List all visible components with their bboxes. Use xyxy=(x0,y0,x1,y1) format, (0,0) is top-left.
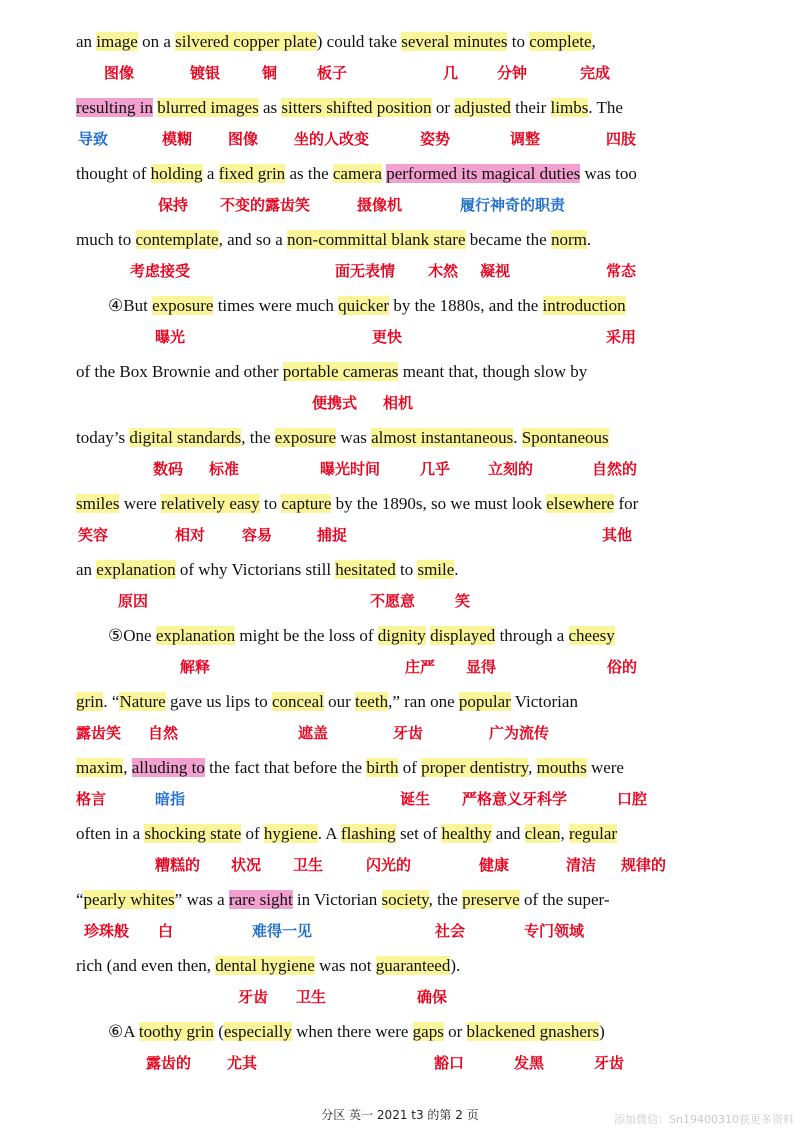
text-run: . xyxy=(454,560,459,579)
text-line xyxy=(76,98,623,118)
gloss-annotation: 广为流传 xyxy=(489,724,550,742)
gloss-annotation: 几乎 xyxy=(420,460,451,478)
gloss-annotation: 面无表情 xyxy=(335,262,396,280)
watermark: 添加微信：Sn19400310获更多资料 xyxy=(614,1113,794,1126)
text-run: our xyxy=(323,692,356,711)
highlighted-phrase: smile xyxy=(417,560,455,579)
text-run: were xyxy=(119,494,161,513)
text-run: ) xyxy=(599,1022,605,1041)
gloss-annotation: 履行神奇的职责 xyxy=(460,196,566,214)
highlighted-phrase: society xyxy=(381,890,429,909)
gloss-annotation: 露齿的 xyxy=(146,1054,192,1072)
text-line xyxy=(76,494,638,514)
text-run: , and so a xyxy=(218,230,288,249)
highlighted-phrase: complete xyxy=(529,32,592,51)
gloss-annotation: 发黑 xyxy=(514,1054,545,1072)
gloss-annotation: 状况 xyxy=(231,856,262,874)
text-line xyxy=(76,428,609,448)
gloss-annotation: 坐的人改变 xyxy=(294,130,370,148)
gloss-annotation: 采用 xyxy=(606,328,637,346)
text-run: . The xyxy=(588,98,623,117)
text-run: an xyxy=(76,32,97,51)
gloss-annotation: 曝光 xyxy=(155,328,186,346)
gloss-annotation: 健康 xyxy=(479,856,510,874)
gloss-annotation: 严格意义牙科学 xyxy=(462,790,568,808)
text-run: much to xyxy=(76,230,136,249)
text-run: became the xyxy=(465,230,551,249)
gloss-annotation: 图像 xyxy=(228,130,259,148)
text-run: set of xyxy=(395,824,442,843)
gloss-annotation: 模糊 xyxy=(162,130,193,148)
text-run: their xyxy=(510,98,551,117)
gloss-annotation: 庄严 xyxy=(405,658,436,676)
gloss-annotation: 糟糕的 xyxy=(155,856,201,874)
gloss-annotation: 笑 xyxy=(455,592,471,610)
text-run: , the xyxy=(428,890,463,909)
gloss-annotation: 卫生 xyxy=(293,856,324,874)
text-run: rich (and even then, xyxy=(76,956,216,975)
gloss-annotation: 常态 xyxy=(606,262,637,280)
gloss-annotation: 牙齿 xyxy=(393,724,424,742)
highlighted-phrase: birth xyxy=(366,758,399,777)
text-run: ” was a xyxy=(174,890,229,909)
gloss-annotation: 分钟 xyxy=(497,64,528,82)
gloss-annotation: 四肢 xyxy=(606,130,637,148)
text-line xyxy=(76,560,459,580)
text-run: meant that, though slow by xyxy=(398,362,588,381)
highlighted-phrase: dental hygiene xyxy=(215,956,315,975)
highlighted-phrase: silvered copper plate xyxy=(175,32,317,51)
text-run: ) could take xyxy=(316,32,402,51)
gloss-annotation: 笑容 xyxy=(78,526,109,544)
text-run: Victorian xyxy=(510,692,578,711)
gloss-annotation: 格言 xyxy=(76,790,107,808)
gloss-annotation: 尤其 xyxy=(227,1054,258,1072)
gloss-annotation: 镀银 xyxy=(190,64,221,82)
gloss-annotation: 容易 xyxy=(242,526,273,544)
highlighted-phrase: pearly whites xyxy=(83,890,175,909)
highlighted-phrase: sitters shifted position xyxy=(281,98,432,117)
gloss-annotation: 调整 xyxy=(510,130,541,148)
highlighted-phrase: Nature xyxy=(119,692,166,711)
highlighted-phrase: camera xyxy=(332,164,382,183)
text-run: , xyxy=(560,824,569,843)
text-line xyxy=(76,890,610,910)
text-line xyxy=(76,692,578,712)
page-footer: 分区 英一 2021 t3 的第 2 页 xyxy=(321,1108,479,1122)
text-run: , the xyxy=(241,428,275,447)
highlighted-phrase: grin xyxy=(76,692,104,711)
gloss-annotation: 自然 xyxy=(148,724,179,742)
text-line xyxy=(76,164,637,184)
gloss-annotation: 相对 xyxy=(175,526,206,544)
text-run: was not xyxy=(314,956,376,975)
text-run: was xyxy=(336,428,372,447)
highlighted-phrase: teeth xyxy=(355,692,389,711)
gloss-annotation: 不愿意 xyxy=(370,592,416,610)
highlighted-phrase: explanation xyxy=(155,626,236,645)
text-line xyxy=(76,230,591,250)
gloss-annotation: 卫生 xyxy=(296,988,327,1006)
highlighted-phrase: regular xyxy=(568,824,618,843)
highlighted-phrase: smiles xyxy=(76,494,120,513)
text-run: , xyxy=(528,758,537,777)
gloss-annotation: 立刻的 xyxy=(488,460,534,478)
gloss-annotation: 闪光的 xyxy=(366,856,412,874)
text-run: of xyxy=(241,824,264,843)
gloss-annotation: 规律的 xyxy=(621,856,667,874)
gloss-annotation: 诞生 xyxy=(400,790,431,808)
text-line xyxy=(76,758,624,778)
gloss-annotation: 铜 xyxy=(262,64,278,82)
text-run: of the super- xyxy=(519,890,610,909)
gloss-annotation: 自然的 xyxy=(592,460,638,478)
gloss-annotation: 口腔 xyxy=(617,790,648,808)
gloss-annotation: 板子 xyxy=(317,64,348,82)
gloss-annotation: 解释 xyxy=(180,658,211,676)
highlighted-phrase: exposure xyxy=(152,296,214,315)
text-run: as the xyxy=(285,164,333,183)
text-run: . A xyxy=(317,824,341,843)
text-run: in Victorian xyxy=(292,890,382,909)
text-run: ④But xyxy=(108,296,153,315)
text-run: of xyxy=(398,758,422,777)
text-run: the fact that before the xyxy=(204,758,367,777)
gloss-annotation: 暗指 xyxy=(155,790,186,808)
text-line xyxy=(76,32,596,52)
highlighted-phrase: preserve xyxy=(462,890,520,909)
gloss-annotation: 专门领域 xyxy=(524,922,585,940)
text-run: of the Box Brownie and other xyxy=(76,362,283,381)
text-run: ⑤One xyxy=(108,626,156,645)
text-run: to xyxy=(395,560,418,579)
text-run: ( xyxy=(213,1022,224,1041)
highlighted-phrase-pink: performed its magical duties xyxy=(386,164,581,183)
highlighted-phrase: limbs xyxy=(550,98,589,117)
highlighted-phrase: capture xyxy=(281,494,332,513)
text-run: times were much xyxy=(213,296,339,315)
gloss-annotation: 俗的 xyxy=(607,658,638,676)
text-run: to xyxy=(507,32,530,51)
text-run: for xyxy=(614,494,639,513)
gloss-annotation: 原因 xyxy=(118,592,149,610)
text-run: a xyxy=(202,164,219,183)
gloss-annotation: 确保 xyxy=(417,988,448,1006)
highlighted-phrase: norm xyxy=(550,230,587,249)
text-run: or xyxy=(431,98,455,117)
text-run: by the 1880s, and the xyxy=(389,296,543,315)
text-run: . “ xyxy=(103,692,120,711)
text-run: of why Victorians still xyxy=(175,560,336,579)
gloss-annotation: 保持 xyxy=(158,196,189,214)
highlighted-phrase: contemplate xyxy=(135,230,219,249)
highlighted-phrase: almost instantaneous xyxy=(371,428,514,447)
highlighted-phrase: flashing xyxy=(340,824,396,843)
text-run: today’s xyxy=(76,428,130,447)
text-line xyxy=(108,1022,605,1042)
highlighted-phrase: introduction xyxy=(542,296,626,315)
highlighted-phrase: shocking state xyxy=(144,824,242,843)
gloss-annotation: 曝光时间 xyxy=(320,460,381,478)
text-run: through a xyxy=(495,626,569,645)
gloss-annotation: 牙齿 xyxy=(238,988,269,1006)
gloss-annotation: 更快 xyxy=(372,328,403,346)
highlighted-phrase: several minutes xyxy=(401,32,508,51)
text-run: to xyxy=(259,494,282,513)
text-run: as xyxy=(258,98,282,117)
text-run: . xyxy=(586,230,592,249)
highlighted-phrase-pink: resulting in xyxy=(76,98,153,117)
text-line xyxy=(108,296,626,316)
highlighted-phrase: explanation xyxy=(96,560,176,579)
highlighted-phrase: exposure xyxy=(274,428,337,447)
highlighted-phrase: elsewhere xyxy=(546,494,615,513)
highlighted-phrase: dignity xyxy=(377,626,426,645)
highlighted-phrase: clean xyxy=(524,824,561,843)
highlighted-phrase: popular xyxy=(458,692,511,711)
text-run: ). xyxy=(450,956,461,975)
gloss-annotation: 导致 xyxy=(78,130,109,148)
gloss-annotation: 木然 xyxy=(428,262,459,280)
highlighted-phrase: holding xyxy=(150,164,203,183)
text-line xyxy=(76,824,617,844)
highlighted-phrase: gaps xyxy=(412,1022,444,1041)
gloss-annotation: 捕捉 xyxy=(317,526,348,544)
highlighted-phrase: blurred images xyxy=(157,98,259,117)
text-run: thought of xyxy=(76,164,151,183)
highlighted-phrase: mouths xyxy=(536,758,587,777)
text-run: or xyxy=(443,1022,467,1041)
gloss-annotation: 标准 xyxy=(209,460,240,478)
text-run: and xyxy=(491,824,525,843)
highlighted-phrase: digital standards xyxy=(129,428,242,447)
highlighted-phrase: quicker xyxy=(338,296,390,315)
highlighted-phrase-pink: rare sight xyxy=(228,890,293,909)
highlighted-phrase: toothy grin xyxy=(138,1022,214,1041)
text-run: was too xyxy=(580,164,637,183)
highlighted-phrase: especially xyxy=(223,1022,292,1041)
highlighted-phrase: proper dentistry xyxy=(421,758,529,777)
highlighted-phrase: guaranteed xyxy=(375,956,451,975)
text-run: . xyxy=(513,428,522,447)
gloss-annotation: 图像 xyxy=(104,64,135,82)
gloss-annotation: 姿势 xyxy=(420,130,451,148)
text-run: ,” ran one xyxy=(388,692,459,711)
text-run: by the 1890s, so we must look xyxy=(331,494,547,513)
gloss-annotation: 难得一见 xyxy=(252,922,313,940)
gloss-annotation: 完成 xyxy=(580,64,611,82)
highlighted-phrase: portable cameras xyxy=(282,362,399,381)
gloss-annotation: 珍珠般 xyxy=(84,922,130,940)
highlighted-phrase: displayed xyxy=(430,626,496,645)
gloss-annotation: 白 xyxy=(158,922,174,940)
text-line xyxy=(108,626,615,646)
gloss-annotation: 豁口 xyxy=(434,1054,465,1072)
text-run: gave us lips to xyxy=(165,692,272,711)
highlighted-phrase: conceal xyxy=(271,692,324,711)
highlighted-phrase: fixed grin xyxy=(218,164,286,183)
highlighted-phrase: adjusted xyxy=(454,98,511,117)
text-run: might be the loss of xyxy=(235,626,378,645)
text-run: ⑥A xyxy=(108,1022,139,1041)
highlighted-phrase: hygiene xyxy=(263,824,318,843)
highlighted-phrase: non-committal blank stare xyxy=(287,230,466,249)
highlighted-phrase: relatively easy xyxy=(160,494,260,513)
gloss-annotation: 凝视 xyxy=(480,262,511,280)
highlighted-phrase: cheesy xyxy=(568,626,615,645)
text-run: an xyxy=(76,560,97,579)
gloss-annotation: 考虑接受 xyxy=(130,262,191,280)
text-run: , xyxy=(591,32,596,51)
gloss-annotation: 不变的露齿笑 xyxy=(220,196,311,214)
text-run: , xyxy=(123,758,132,777)
highlighted-phrase: healthy xyxy=(441,824,492,843)
text-run: often in a xyxy=(76,824,145,843)
highlighted-phrase: hesitated xyxy=(335,560,396,579)
gloss-annotation: 几 xyxy=(443,64,459,82)
highlighted-phrase: maxim xyxy=(76,758,124,777)
highlighted-phrase: image xyxy=(96,32,138,51)
gloss-annotation: 露齿笑 xyxy=(76,724,122,742)
highlighted-phrase: blackened gnashers xyxy=(466,1022,600,1041)
text-run: when there were xyxy=(291,1022,413,1041)
gloss-annotation: 数码 xyxy=(153,460,184,478)
gloss-annotation: 摄像机 xyxy=(357,196,403,214)
gloss-annotation: 便携式 xyxy=(312,394,358,412)
gloss-annotation: 显得 xyxy=(466,658,497,676)
gloss-annotation: 其他 xyxy=(602,526,633,544)
gloss-annotation: 牙齿 xyxy=(594,1054,625,1072)
text-run: were xyxy=(586,758,624,777)
gloss-annotation: 遮盖 xyxy=(298,724,329,742)
text-line xyxy=(76,362,587,382)
text-line xyxy=(76,956,460,976)
text-run: “ xyxy=(76,890,84,909)
gloss-annotation: 相机 xyxy=(383,394,414,412)
highlighted-phrase: Spontaneous xyxy=(521,428,609,447)
text-run: on a xyxy=(137,32,176,51)
gloss-annotation: 社会 xyxy=(435,922,466,940)
highlighted-phrase-pink: alluding to xyxy=(131,758,205,777)
gloss-annotation: 清洁 xyxy=(566,856,597,874)
